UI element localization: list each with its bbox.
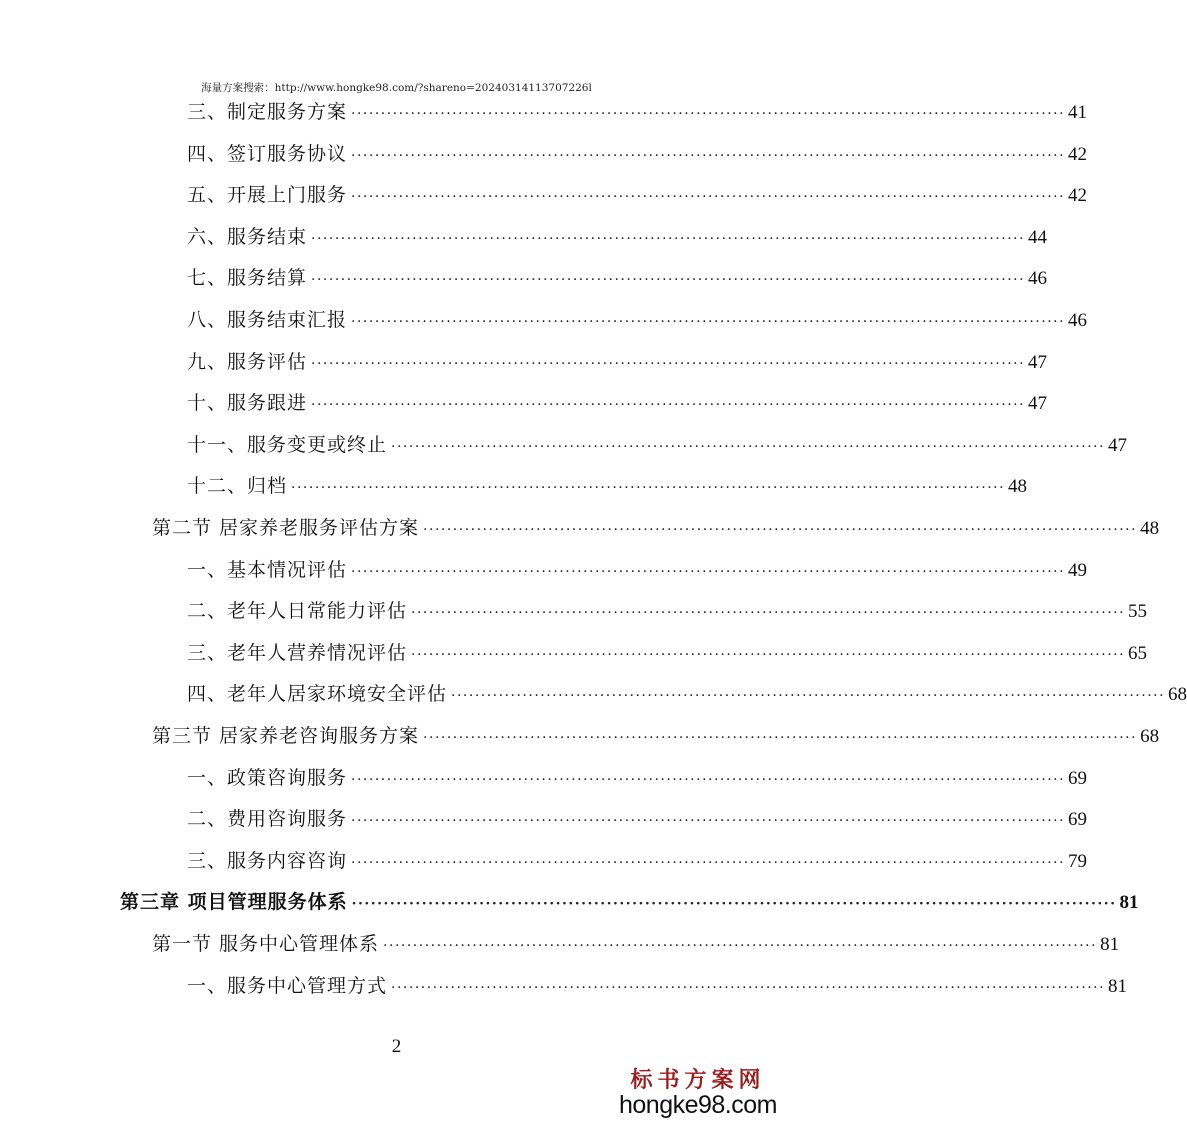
toc-leader-dots: ························································································································ [351, 896, 1117, 913]
toc-entry-page: 47 [1028, 393, 1048, 415]
toc-entry-label: 九、服务评估 [187, 350, 308, 373]
toc-entry[interactable] [187, 679, 1187, 709]
toc-entry[interactable] [187, 347, 1048, 377]
toc-entry[interactable] [187, 555, 1088, 585]
toc-entry-label: 八、服务结束汇报 [187, 309, 348, 331]
toc-entry-page: 47 [1028, 351, 1048, 373]
toc-entry[interactable] [187, 471, 1028, 501]
watermark-logo [619, 1068, 777, 1118]
toc-entry-page: 42 [1068, 185, 1088, 207]
page-header-url: 海量方案搜索：http://www.hongke98.com/?shareno=20240314113707226l [201, 82, 592, 94]
toc-leader-dots: ························································································································ [311, 355, 1026, 372]
toc-leader-dots: ························································································································ [311, 230, 1026, 247]
toc-entry-label: 三、老年人营养情况评估 [187, 641, 408, 664]
toc-entry-page: 46 [1028, 268, 1048, 290]
toc-entry-label: 七、服务结算 [187, 267, 308, 290]
toc-entry-page: 81 [1119, 892, 1139, 914]
toc-entry-page: 49 [1068, 559, 1088, 581]
toc-entry-page: 68 [1140, 726, 1160, 747]
toc-entry-label: 四、签订服务协议 [187, 142, 348, 165]
toc-entry-label: 一、基本情况评估 [187, 558, 348, 581]
toc-leader-dots: ························································································································ [383, 938, 1098, 954]
toc-entry-page: 79 [1068, 850, 1088, 872]
toc-entry[interactable] [120, 887, 1139, 917]
toc-entry-label: 二、费用咨询服务 [187, 808, 348, 831]
toc-entry-page: 55 [1128, 601, 1148, 623]
toc-leader-dots: ························································································································ [351, 314, 1066, 330]
watermark-cn-text: 标书方案网 [630, 1067, 766, 1093]
toc-entry-label: 三、服务内容咨询 [187, 849, 348, 872]
toc-leader-dots: ························································································································ [391, 979, 1106, 996]
watermark-en-text: hongke98.com [618, 1091, 777, 1119]
toc-entry[interactable] [187, 596, 1148, 626]
toc-entry[interactable] [187, 97, 1088, 127]
toc-leader-dots: ························································································································ [411, 646, 1126, 663]
toc-entry[interactable] [152, 513, 1160, 543]
toc-leader-dots: ························································································································ [311, 272, 1026, 289]
toc-entry-page: 81 [1100, 934, 1120, 955]
toc-entry[interactable] [187, 638, 1148, 668]
toc-entry-page: 41 [1068, 102, 1088, 123]
toc-entry[interactable] [187, 971, 1128, 1001]
toc-entry[interactable] [187, 388, 1048, 418]
toc-entry-label: 三、制定服务方案 [187, 101, 348, 123]
toc-entry[interactable] [187, 430, 1128, 460]
toc-entry-page: 48 [1140, 518, 1160, 539]
toc-leader-dots: ························································································································ [311, 397, 1026, 414]
toc-leader-dots: ························································································································ [291, 480, 1006, 497]
toc-entry-label: 二、老年人日常能力评估 [187, 600, 408, 623]
toc-entry-page: 44 [1028, 226, 1048, 248]
toc-entry[interactable] [187, 846, 1088, 876]
toc-entry-label: 十、服务跟进 [187, 392, 308, 415]
toc-leader-dots: ························································································································ [351, 189, 1066, 206]
toc-leader-dots: ························································································································ [423, 730, 1138, 746]
toc-leader-dots: ························································································································ [351, 147, 1066, 164]
toc-entry[interactable] [187, 180, 1088, 210]
toc-leader-dots: ························································································································ [411, 605, 1126, 622]
toc-entry-label: 第三节 居家养老咨询服务方案 [152, 725, 420, 747]
toc-entry[interactable] [152, 929, 1120, 959]
toc-leader-dots: ························································································································ [351, 813, 1066, 830]
toc-entry-page: 69 [1068, 809, 1088, 831]
toc-entry-label: 一、政策咨询服务 [187, 766, 348, 789]
toc-entry[interactable] [187, 139, 1088, 169]
toc-entry-page: 65 [1128, 642, 1148, 664]
toc-entry-page: 47 [1108, 434, 1128, 456]
toc-entry-label: 一、服务中心管理方式 [187, 974, 388, 997]
toc-entry-label: 六、服务结束 [187, 225, 308, 248]
toc-entry-label: 五、开展上门服务 [187, 184, 348, 207]
toc-leader-dots: ························································································································ [423, 522, 1138, 538]
page-number: 2 [391, 1036, 402, 1057]
toc-leader-dots: ························································································································ [451, 688, 1166, 705]
toc-entry[interactable] [187, 804, 1088, 834]
toc-leader-dots: ························································································································ [391, 438, 1106, 455]
toc-entry-label: 四、老年人居家环境安全评估 [187, 683, 448, 706]
toc-leader-dots: ························································································································ [351, 563, 1066, 580]
toc-entry-page: 81 [1108, 975, 1128, 997]
toc-entry-page: 68 [1168, 684, 1187, 706]
toc-entry-page: 46 [1068, 310, 1088, 331]
toc-leader-dots: ························································································································ [351, 854, 1066, 871]
toc-entry-page: 48 [1008, 476, 1028, 498]
toc-entry-label: 第一节 服务中心管理体系 [152, 933, 380, 955]
toc-entry[interactable] [187, 305, 1088, 335]
toc-entry[interactable] [152, 721, 1160, 751]
toc-entry-page: 69 [1068, 767, 1088, 789]
toc-leader-dots: ························································································································ [351, 771, 1066, 788]
toc-leader-dots: ························································································································ [351, 106, 1066, 122]
toc-entry-page: 42 [1068, 143, 1088, 165]
toc-entry[interactable] [187, 263, 1048, 293]
toc-entry[interactable] [187, 222, 1048, 252]
toc-entry-label: 十一、服务变更或终止 [187, 433, 388, 456]
toc-entry-label: 第三章 项目管理服务体系 [120, 891, 348, 914]
toc-entry-label: 第二节 居家养老服务评估方案 [152, 517, 420, 539]
toc-entry-label: 十二、归档 [187, 475, 288, 498]
toc-entry[interactable] [187, 763, 1088, 793]
